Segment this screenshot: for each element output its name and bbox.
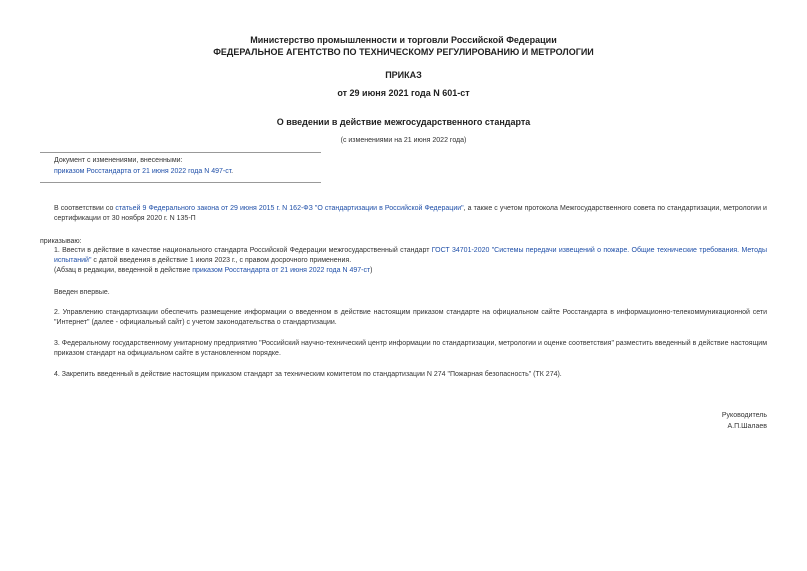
basis-text-b: , а также с учетом протокола Межгосударственного совета по стандартизации, метрологии и сертификации от 30 ноября 2020 г. N 135-П <box>54 205 767 222</box>
agency-name: ФЕДЕРАЛЬНОЕ АГЕНТСТВО ПО ТЕХНИЧЕСКОМУ РЕГУЛИРОВАНИЮ И МЕТРОЛОГИИ <box>213 47 594 57</box>
paragraph-basis <box>40 204 767 223</box>
order-word: приказываю: <box>40 238 82 245</box>
first-intro: Введен впервые. <box>54 289 110 296</box>
order-title: О введении в действие межгосударственного стандарта <box>276 117 531 127</box>
item-1-note-a: (Абзац в редакции, введенной в действие <box>54 267 193 274</box>
item-1-note <box>54 266 767 276</box>
item-1 <box>40 246 767 265</box>
item-1-note-b: ) <box>370 267 373 274</box>
law-link[interactable]: статьей 9 Федерального закона от 29 июня 2015 г. N 162-ФЗ "О стандартизации в Российской Федерации" <box>115 205 464 212</box>
changes-suffix: . <box>231 168 234 175</box>
changes-link[interactable]: приказом Росстандарта от 21 июня 2022 года N 497-ст <box>54 168 232 175</box>
order-date-number: от 29 июня 2021 года N 601-ст <box>337 88 470 98</box>
item-4: 4. Закрепить введенный в действие настоящим приказом стандарт за техническим комитетом по стандартизации N 274 "Пожарная безопасность" (ТК 274). <box>54 371 562 378</box>
signature-role: Руководитель <box>721 412 767 419</box>
divider-bottom <box>40 182 321 183</box>
ministry-name: Министерство промышленности и торговли Российской Федерации <box>250 35 557 45</box>
item-1-text-a: 1. Ввести в действие в качестве национального стандарта Российской Федерации межгосударственный стандарт <box>54 247 432 254</box>
item-1-text-b: с датой введения в действие 1 июля 2023 г., с правом досрочного применения. <box>91 256 352 264</box>
item-3: 3. Федеральному государственному унитарному предприятию "Российский научно-технический центр информации по стандартизации, метрологии и оценке соответствия" разместить введенный в действие настоящим приказом стандарт на официальном сайте в установленном порядке. <box>54 340 767 357</box>
changes-note: (с изменениями на 21 июня 2022 года) <box>340 137 467 144</box>
changes-entry <box>54 167 233 176</box>
basis-text-a: В соответствии со <box>54 205 116 212</box>
item-2: 2. Управлению стандартизации обеспечить размещение информации о введенном в действие настоящим приказом стандарте на официальном сайте Росстандарта в информационно-телекоммуникационной сети "Интернет" (далее - официальный сайт) с учетом законодательства о стандартизации. <box>54 309 767 326</box>
item-1-note-link[interactable]: приказом Росстандарта от 21 июня 2022 года N 497-ст <box>192 267 371 274</box>
changes-label: Документ с изменениями, внесенными: <box>54 157 183 164</box>
divider-top <box>40 152 321 153</box>
signature-name: А.П.Шалаев <box>727 423 767 430</box>
doc-type: ПРИКАЗ <box>385 70 422 80</box>
gost-link[interactable]: ГОСТ 34701-2020 "Системы передачи извещений о пожаре. Общие технические требования. Методы испытаний" <box>54 247 768 264</box>
